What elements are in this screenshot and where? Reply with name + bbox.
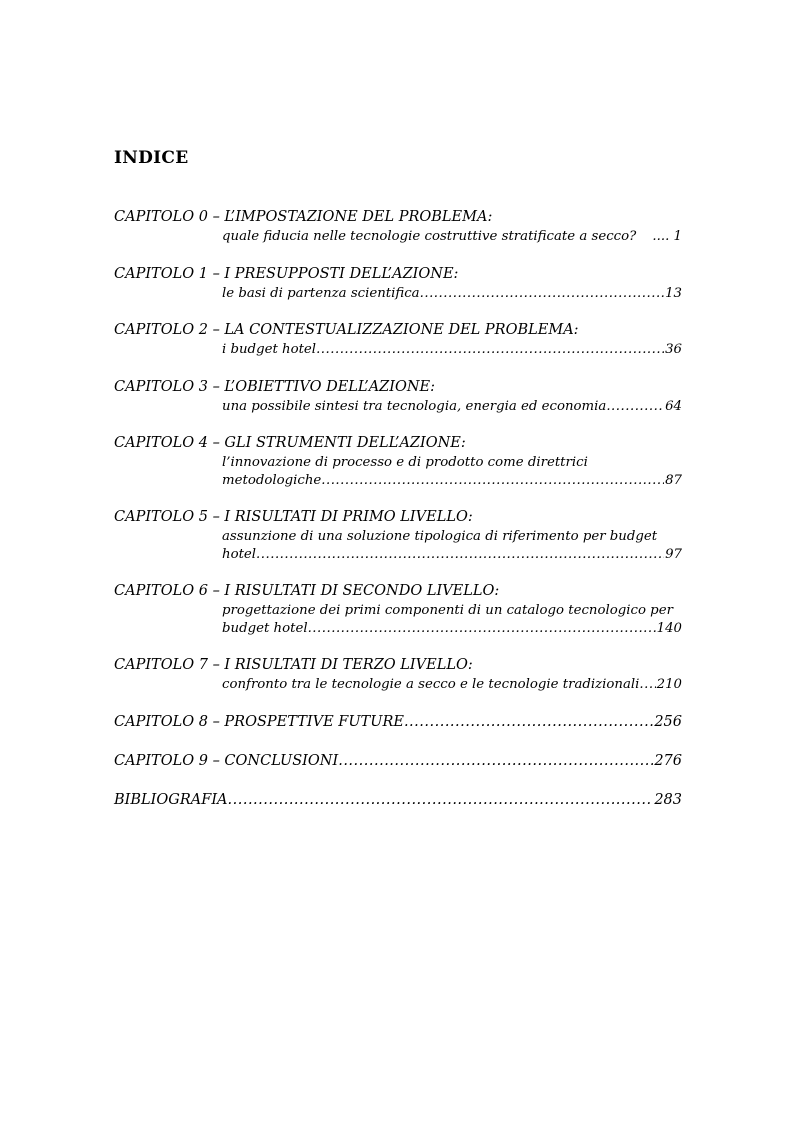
chapter-subtitle: hotel [222, 546, 257, 562]
chapter-heading: CAPITOLO 8 – PROSPETTIVE FUTURE [114, 713, 404, 730]
chapter-heading-line [114, 506, 682, 528]
chapter-heading: CAPITOLO 2 – LA CONTESTUALIZZAZIONE DEL PROBLEMA: [114, 322, 579, 338]
page-number: 13 [665, 285, 682, 301]
toc-entry [114, 376, 682, 416]
page-number: 276 [654, 752, 682, 769]
toc-entry [114, 711, 682, 733]
chapter-subtitle-line [114, 454, 682, 472]
toc-entry [114, 654, 682, 694]
chapter-heading: CAPITOLO 6 – I RISULTATI DI SECONDO LIVELLO: [114, 583, 500, 599]
leader-dots [606, 398, 664, 416]
chapter-subtitle-line [114, 602, 682, 620]
chapter-heading: CAPITOLO 4 – GLI STRUMENTI DELL’AZIONE: [114, 435, 466, 451]
page-number: 97 [665, 546, 682, 562]
leader-dots [338, 750, 653, 772]
leader-dots [228, 789, 654, 811]
chapter-subtitle-line [114, 528, 682, 546]
chapter-subtitle: budget hotel [222, 620, 308, 636]
chapter-subtitle-line [114, 546, 682, 564]
chapter-subtitle-line [114, 285, 682, 303]
toc-entry [114, 580, 682, 637]
chapter-heading-line [114, 319, 682, 341]
chapter-heading-line [114, 432, 682, 454]
chapter-subtitle: i budget hotel [222, 342, 317, 357]
chapter-heading-line [114, 206, 682, 228]
page-title: INDICE [114, 148, 189, 168]
chapter-heading: CAPITOLO 0 – L’IMPOSTAZIONE DEL PROBLEMA: [114, 209, 493, 225]
chapter-heading: CAPITOLO 9 – CONCLUSIONI [114, 752, 339, 769]
chapter-heading-line [114, 580, 682, 602]
toc-entry [114, 789, 682, 811]
page-number: 36 [665, 342, 682, 357]
chapter-heading-line [114, 711, 682, 733]
leader-dots [316, 341, 664, 359]
chapter-subtitle: progettazione dei primi componenti di un catalogo tecnologico per [222, 603, 673, 618]
toc-entry [114, 506, 682, 563]
page-number: .... 1 [652, 229, 682, 244]
leader-dots [404, 711, 653, 733]
chapter-subtitle: quale fiducia nelle tecnologie costruttive stratificate a secco? [222, 229, 637, 244]
toc-entry [114, 750, 682, 772]
chapter-heading: BIBLIOGRAFIA [114, 791, 228, 808]
chapter-heading-line [114, 654, 682, 676]
table-of-contents [114, 206, 682, 828]
page-number: 64 [665, 398, 682, 414]
chapter-subtitle: l’innovazione di processo e di prodotto come direttrici [222, 455, 588, 470]
chapter-heading-line [114, 376, 682, 398]
chapter-subtitle-line [114, 398, 682, 416]
chapter-subtitle-line [114, 620, 682, 638]
leader-dots [321, 472, 664, 490]
toc-entry [114, 432, 682, 489]
leader-dots [420, 285, 664, 303]
page-number: 210 [656, 677, 682, 692]
chapter-subtitle-line [114, 472, 682, 490]
page-number: 140 [656, 620, 682, 636]
toc-entry [114, 263, 682, 303]
chapter-heading: CAPITOLO 1 – I PRESUPPOSTI DELL’AZIONE: [114, 265, 459, 282]
leader-dots [639, 676, 655, 694]
chapter-heading-line [114, 750, 682, 772]
page-number: 87 [665, 472, 682, 488]
chapter-heading: CAPITOLO 5 – I RISULTATI DI PRIMO LIVELLO: [114, 509, 473, 525]
page-number: 256 [654, 713, 682, 730]
chapter-subtitle: una possibile sintesi tra tecnologia, energia ed economia [222, 398, 607, 414]
chapter-subtitle: metodologiche [222, 472, 322, 488]
chapter-heading-line [114, 789, 682, 811]
chapter-subtitle-line [114, 676, 682, 694]
chapter-heading: CAPITOLO 7 – I RISULTATI DI TERZO LIVELLO: [114, 657, 473, 673]
leader-dots [256, 546, 664, 564]
chapter-subtitle-line [114, 228, 682, 246]
chapter-subtitle: assunzione di una soluzione tipologica di riferimento per budget [222, 529, 658, 544]
leader-dots [308, 620, 656, 638]
chapter-subtitle: confronto tra le tecnologie a secco e le tecnologie tradizionali [222, 677, 640, 692]
chapter-subtitle: le basi di partenza scientifica [222, 285, 420, 301]
chapter-subtitle-line [114, 341, 682, 359]
toc-entry [114, 319, 682, 359]
page-number: 283 [654, 791, 682, 808]
chapter-heading-line [114, 263, 682, 285]
toc-entry [114, 206, 682, 246]
chapter-heading: CAPITOLO 3 – L’OBIETTIVO DELL’AZIONE: [114, 378, 436, 395]
